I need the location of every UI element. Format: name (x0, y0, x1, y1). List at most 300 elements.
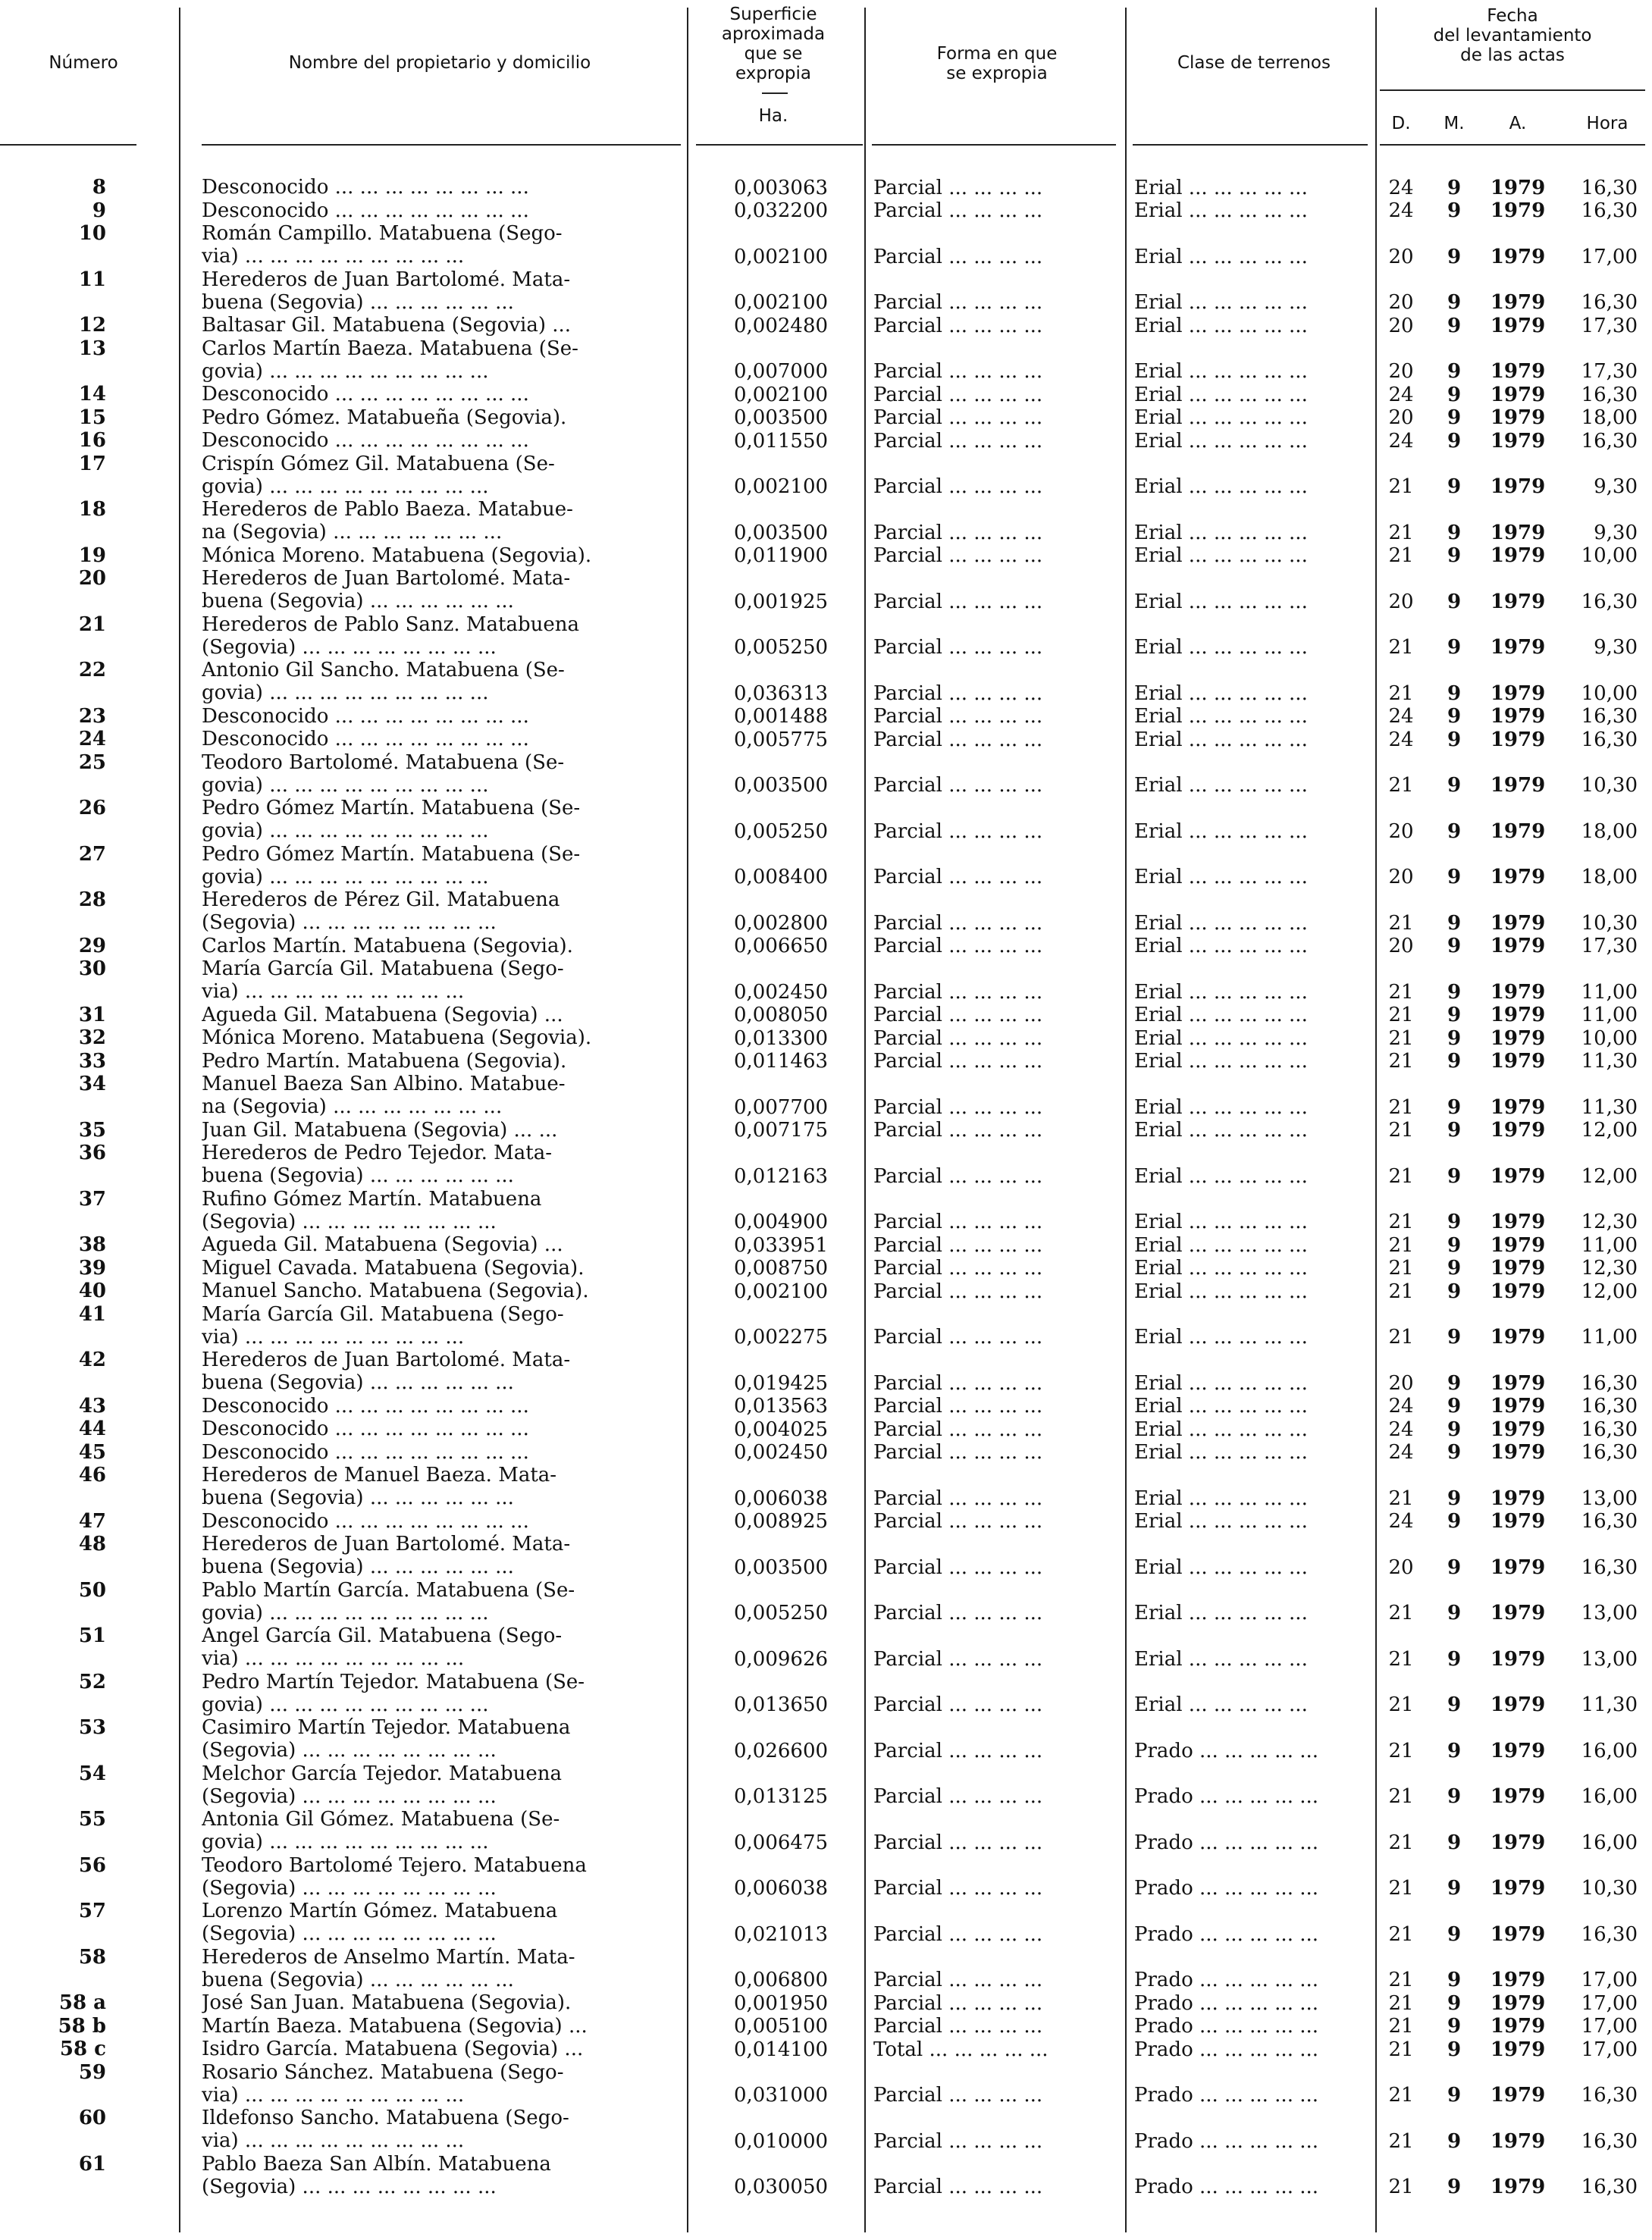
row-number: 58 b (58, 2014, 106, 2038)
date-month: 9 (1447, 176, 1462, 199)
row-number: 14 (78, 383, 106, 406)
owner-name (202, 2061, 679, 2107)
owner-name-line: Mónica Moreno. Matabuena (Segovia). (202, 544, 592, 567)
owner-name (202, 1026, 679, 1049)
date-year: 1979 (1490, 429, 1546, 453)
date-hour: 10,00 (1581, 1026, 1638, 1050)
date-hour: 16,30 (1581, 2084, 1638, 2107)
surface-value: 0,001925 (734, 590, 829, 613)
owner-name-line: (Segovia) ... ... ... ... ... ... ... ... (202, 1922, 497, 1945)
owner-name-line: Miguel Cavada. Matabuena (Segovia). (202, 1256, 585, 1280)
owner-name (202, 1119, 679, 1142)
date-hour: 17,30 (1581, 935, 1638, 957)
land-class: Erial ... ... ... ... ... (1134, 1693, 1308, 1716)
land-class: Erial ... ... ... ... ... (1134, 1555, 1308, 1579)
header-superficie-line: aproximada (721, 24, 826, 44)
date-hour: 16,30 (1581, 176, 1638, 199)
expropriation-form: Parcial ... ... ... ... (873, 291, 1043, 314)
row-number: 46 (78, 1464, 106, 1487)
date-year: 1979 (1490, 1441, 1546, 1464)
owner-name (202, 659, 679, 704)
date-hour: 12,00 (1581, 1164, 1638, 1188)
date-hour: 17,00 (1581, 1991, 1638, 2015)
date-year: 1979 (1490, 314, 1546, 337)
date-day: 21 (1388, 774, 1414, 797)
date-hour: 10,30 (1581, 774, 1638, 797)
row-number: 17 (78, 452, 106, 475)
land-class: Erial ... ... ... ... ... (1134, 1371, 1308, 1395)
date-day: 21 (1388, 1095, 1414, 1119)
header-rule-clase (1133, 144, 1368, 146)
date-hour: 16,30 (1581, 383, 1638, 406)
date-hour: 18,00 (1581, 406, 1638, 429)
date-hour: 17,30 (1581, 360, 1638, 383)
table-row (0, 935, 1652, 958)
surface-value: 0,026600 (734, 1739, 829, 1762)
land-class: Erial ... ... ... ... ... (1134, 1418, 1308, 1441)
row-number: 31 (78, 1003, 106, 1026)
date-year: 1979 (1490, 1257, 1546, 1280)
expropriation-form: Parcial ... ... ... ... (873, 636, 1043, 659)
row-number: 30 (78, 957, 106, 980)
owner-name (202, 2153, 679, 2198)
date-day: 20 (1388, 819, 1414, 843)
date-month: 9 (1447, 681, 1462, 705)
header-col-hora: Hora (1586, 114, 1628, 133)
owner-name (202, 406, 679, 429)
owner-name-line: buena (Segovia) ... ... ... ... ... ... (202, 290, 514, 314)
date-month: 9 (1447, 2038, 1462, 2061)
date-month: 9 (1447, 2015, 1462, 2038)
owner-name-line: Rosario Sánchez. Matabuena (Sego- (202, 2060, 564, 2084)
date-hour: 16,00 (1581, 1831, 1638, 1854)
date-day: 21 (1388, 1602, 1414, 1624)
row-number: 20 (78, 567, 106, 590)
expropriation-form: Parcial ... ... ... ... (873, 521, 1043, 544)
date-hour: 18,00 (1581, 866, 1638, 888)
date-month: 9 (1447, 1441, 1462, 1464)
land-class: Erial ... ... ... ... ... (1134, 1487, 1308, 1510)
owner-name-line: Agueda Gil. Matabuena (Segovia) ... (202, 1003, 563, 1026)
owner-name-line: buena (Segovia) ... ... ... ... ... ... (202, 1371, 514, 1394)
date-hour: 13,00 (1581, 1602, 1638, 1624)
table-row (0, 1762, 1652, 1809)
date-day: 21 (1388, 1991, 1414, 2015)
row-number: 54 (78, 1762, 106, 1785)
land-class: Prado ... ... ... ... ... (1134, 1877, 1319, 1900)
row-number: 38 (78, 1233, 106, 1256)
date-year: 1979 (1490, 1602, 1546, 1624)
date-hour: 9,30 (1594, 475, 1638, 498)
land-class: Erial ... ... ... ... ... (1134, 1026, 1308, 1050)
expropriation-form: Parcial ... ... ... ... (873, 475, 1043, 498)
surface-value: 0,013563 (734, 1395, 829, 1418)
owner-name (202, 1050, 679, 1073)
owner-name-line: via) ... ... ... ... ... ... ... ... ... (202, 980, 465, 1003)
table-row (0, 705, 1652, 728)
date-hour: 16,30 (1581, 728, 1638, 751)
date-year: 1979 (1490, 521, 1546, 544)
expropriation-form: Parcial ... ... ... ... (873, 819, 1043, 843)
table-row (0, 1579, 1652, 1625)
owner-name-line: Román Campillo. Matabuena (Sego- (202, 222, 563, 245)
owner-name (202, 1142, 679, 1187)
owner-name-line: via) ... ... ... ... ... ... ... ... ... (202, 245, 465, 268)
row-number: 9 (92, 199, 106, 222)
land-class: Erial ... ... ... ... ... (1134, 1602, 1308, 1624)
expropriation-form: Parcial ... ... ... ... (873, 1095, 1043, 1119)
land-class: Erial ... ... ... ... ... (1134, 935, 1308, 957)
land-class: Erial ... ... ... ... ... (1134, 1441, 1308, 1464)
owner-name (202, 314, 679, 337)
expropriation-form: Parcial ... ... ... ... (873, 1831, 1043, 1854)
date-day: 21 (1388, 1119, 1414, 1142)
surface-value: 0,007000 (734, 360, 829, 383)
header-superficie-rule (762, 92, 788, 94)
row-number: 15 (78, 406, 106, 429)
date-day: 21 (1388, 1785, 1414, 1808)
owner-name (202, 1533, 679, 1578)
owner-name-line: Rufino Gómez Martín. Matabuena (202, 1187, 542, 1211)
expropriation-form: Parcial ... ... ... ... (873, 1326, 1043, 1349)
date-year: 1979 (1490, 2129, 1546, 2153)
date-day: 21 (1388, 1922, 1414, 1946)
date-day: 21 (1388, 1233, 1414, 1257)
expropriation-form: Parcial ... ... ... ... (873, 176, 1043, 199)
land-class: Erial ... ... ... ... ... (1134, 911, 1308, 935)
surface-value: 0,006038 (734, 1487, 829, 1510)
owner-name-line: buena (Segovia) ... ... ... ... ... ... (202, 1164, 514, 1187)
table-row (0, 1233, 1652, 1257)
header-rule-superficie (696, 144, 863, 146)
owner-name-line: via) ... ... ... ... ... ... ... ... ... (202, 1647, 465, 1670)
owner-name-line: Martín Baeza. Matabuena (Segovia) ... (202, 2014, 588, 2038)
date-year: 1979 (1490, 1969, 1546, 1991)
owner-name-line: Desconocido ... ... ... ... ... ... ... ... (202, 1418, 529, 1440)
row-number: 23 (78, 704, 106, 728)
date-year: 1979 (1490, 728, 1546, 751)
date-month: 9 (1447, 728, 1462, 751)
surface-value: 0,009626 (734, 1647, 829, 1671)
header-fecha-rule (1380, 89, 1645, 91)
expropriation-form: Parcial ... ... ... ... (873, 590, 1043, 613)
row-number: 51 (78, 1624, 106, 1647)
date-month: 9 (1447, 1647, 1462, 1671)
land-class: Prado ... ... ... ... ... (1134, 2129, 1319, 2153)
date-month: 9 (1447, 1991, 1462, 2015)
date-hour: 16,30 (1581, 1555, 1638, 1579)
owner-name-line: na (Segovia) ... ... ... ... ... ... ... (202, 521, 503, 544)
date-year: 1979 (1490, 383, 1546, 406)
date-day: 20 (1388, 866, 1414, 888)
owner-name-line: Pablo Baeza San Albín. Matabuena (202, 2152, 551, 2176)
row-number: 53 (78, 1716, 106, 1739)
land-class: Erial ... ... ... ... ... (1134, 199, 1308, 222)
date-month: 9 (1447, 1395, 1462, 1418)
row-number: 21 (78, 612, 106, 636)
row-number: 29 (78, 934, 106, 957)
land-class: Erial ... ... ... ... ... (1134, 1326, 1308, 1349)
owner-name-line: via) ... ... ... ... ... ... ... ... ... (202, 2129, 465, 2152)
table-row (0, 337, 1652, 384)
land-class: Erial ... ... ... ... ... (1134, 1280, 1308, 1303)
row-number: 24 (78, 728, 106, 750)
owner-name (202, 498, 679, 544)
surface-value: 0,006038 (734, 1877, 829, 1900)
date-year: 1979 (1490, 705, 1546, 728)
date-hour: 16,30 (1581, 1371, 1638, 1395)
owner-name (202, 1257, 679, 1280)
owner-name-line: Manuel Sancho. Matabuena (Segovia). (202, 1280, 589, 1302)
surface-value: 0,012163 (734, 1164, 829, 1188)
expropriation-form: Parcial ... ... ... ... (873, 1233, 1043, 1257)
row-number: 25 (78, 750, 106, 774)
date-month: 9 (1447, 2129, 1462, 2153)
owner-name (202, 1716, 679, 1762)
owner-name-line: José San Juan. Matabuena (Segovia). (202, 1991, 572, 2014)
date-hour: 10,30 (1581, 911, 1638, 935)
owner-name-line: Carlos Martín Baeza. Matabuena (Se- (202, 337, 578, 360)
expropriation-form: Parcial ... ... ... ... (873, 1257, 1043, 1280)
owner-name-line: Herederos de Juan Bartolomé. Mata- (202, 1533, 571, 1555)
row-number: 39 (78, 1256, 106, 1280)
land-class: Prado ... ... ... ... ... (1134, 1739, 1319, 1762)
date-hour: 16,30 (1581, 1395, 1638, 1418)
surface-value: 0,030050 (734, 2176, 829, 2198)
owner-name (202, 1946, 679, 1991)
date-year: 1979 (1490, 1004, 1546, 1026)
owner-name (202, 1762, 679, 1808)
table-row (0, 199, 1652, 223)
owner-name-line: Teodoro Bartolomé Tejero. Matabuena (202, 1853, 587, 1877)
date-year: 1979 (1490, 2015, 1546, 2038)
owner-name (202, 1188, 679, 1233)
date-hour: 16,30 (1581, 1510, 1638, 1533)
surface-value: 0,002100 (734, 1280, 829, 1303)
date-year: 1979 (1490, 590, 1546, 613)
row-number: 60 (78, 2107, 106, 2129)
row-number: 34 (78, 1073, 106, 1095)
date-month: 9 (1447, 1211, 1462, 1233)
surface-value: 0,002100 (734, 383, 829, 406)
row-number: 32 (78, 1026, 106, 1049)
owner-name-line: govia) ... ... ... ... ... ... ... ... ... (202, 359, 489, 383)
table-row (0, 1004, 1652, 1027)
owner-name-line: (Segovia) ... ... ... ... ... ... ... ... (202, 911, 497, 934)
row-number: 35 (78, 1118, 106, 1142)
date-month: 9 (1447, 1371, 1462, 1395)
owner-name-line: Herederos de Juan Bartolomé. Mata- (202, 268, 571, 291)
date-hour: 11,30 (1581, 1050, 1638, 1073)
date-day: 21 (1388, 1280, 1414, 1303)
header-rule-forma (872, 144, 1116, 146)
owner-name-line: Juan Gil. Matabuena (Segovia) ... ... (202, 1118, 558, 1142)
date-hour: 12,00 (1581, 1119, 1638, 1142)
owner-name (202, 1303, 679, 1349)
header-col-m: M. (1444, 114, 1465, 133)
date-hour: 16,30 (1581, 291, 1638, 314)
owner-name (202, 1395, 679, 1418)
date-month: 9 (1447, 819, 1462, 843)
header-fecha (1380, 6, 1645, 65)
date-day: 21 (1388, 1004, 1414, 1026)
date-year: 1979 (1490, 1991, 1546, 2015)
date-year: 1979 (1490, 199, 1546, 222)
header-fecha-line: Fecha (1487, 6, 1538, 26)
date-year: 1979 (1490, 176, 1546, 199)
owner-name-line: Crispín Gómez Gil. Matabuena (Se- (202, 452, 555, 475)
header-numero: Número (49, 53, 118, 73)
date-month: 9 (1447, 199, 1462, 222)
owner-name (202, 1671, 679, 1716)
surface-value: 0,010000 (734, 2129, 829, 2153)
row-number: 13 (78, 337, 106, 360)
land-class: Erial ... ... ... ... ... (1134, 1164, 1308, 1188)
land-class: Prado ... ... ... ... ... (1134, 1831, 1319, 1854)
table-row (0, 1257, 1652, 1280)
row-number: 37 (78, 1187, 106, 1211)
date-day: 21 (1388, 1877, 1414, 1900)
date-month: 9 (1447, 406, 1462, 429)
land-class: Erial ... ... ... ... ... (1134, 590, 1308, 613)
date-day: 21 (1388, 1211, 1414, 1233)
owner-name-line: buena (Segovia) ... ... ... ... ... ... (202, 1555, 514, 1578)
date-day: 21 (1388, 681, 1414, 705)
row-number: 36 (78, 1142, 106, 1164)
owner-name (202, 751, 679, 797)
surface-value: 0,005775 (734, 728, 829, 751)
expropriation-form: Parcial ... ... ... ... (873, 199, 1043, 222)
date-year: 1979 (1490, 1050, 1546, 1073)
date-year: 1979 (1490, 2176, 1546, 2198)
surface-value: 0,008400 (734, 866, 829, 888)
land-class: Erial ... ... ... ... ... (1134, 176, 1308, 199)
header-clase: Clase de terrenos (1177, 53, 1331, 73)
table-row (0, 1854, 1652, 1900)
owner-name (202, 1233, 679, 1256)
expropriation-form: Parcial ... ... ... ... (873, 383, 1043, 406)
surface-value: 0,002450 (734, 1441, 829, 1464)
owner-name-line: Desconocido ... ... ... ... ... ... ... ... (202, 383, 529, 406)
land-class: Erial ... ... ... ... ... (1134, 681, 1308, 705)
owner-name-line: Pedro Gómez Martín. Matabuena (Se- (202, 797, 581, 819)
owner-name-line: Desconocido ... ... ... ... ... ... ... ... (202, 728, 529, 750)
expropriation-form: Total ... ... ... ... ... (873, 2038, 1049, 2061)
owner-name-line: Desconocido ... ... ... ... ... ... ... ... (202, 199, 529, 222)
date-day: 21 (1388, 1164, 1414, 1188)
owner-name-line: Baltasar Gil. Matabuena (Segovia) ... (202, 314, 572, 337)
row-number: 19 (78, 544, 106, 567)
table-row (0, 1464, 1652, 1510)
row-number: 10 (78, 222, 106, 245)
owner-name-line: María García Gil. Matabuena (Sego- (202, 957, 564, 980)
date-hour: 16,30 (1581, 199, 1638, 222)
date-month: 9 (1447, 1095, 1462, 1119)
date-year: 1979 (1490, 980, 1546, 1004)
owner-name-line: via) ... ... ... ... ... ... ... ... ... (202, 1325, 465, 1349)
surface-value: 0,003500 (734, 521, 829, 544)
surface-value: 0,011463 (734, 1050, 829, 1073)
date-hour: 11,00 (1581, 980, 1638, 1004)
date-hour: 16,30 (1581, 590, 1638, 613)
row-number: 52 (78, 1670, 106, 1693)
owner-name-line: Ildefonso Sancho. Matabuena (Sego- (202, 2107, 569, 2129)
date-year: 1979 (1490, 1095, 1546, 1119)
date-day: 21 (1388, 911, 1414, 935)
date-hour: 16,30 (1581, 2176, 1638, 2198)
date-hour: 11,00 (1581, 1233, 1638, 1257)
date-month: 9 (1447, 1257, 1462, 1280)
date-year: 1979 (1490, 1877, 1546, 1900)
table-row (0, 383, 1652, 406)
expropriation-form: Parcial ... ... ... ... (873, 544, 1043, 567)
date-month: 9 (1447, 1739, 1462, 1762)
expropriation-form: Parcial ... ... ... ... (873, 1395, 1043, 1418)
expropriation-form: Parcial ... ... ... ... (873, 866, 1043, 888)
date-day: 21 (1388, 1831, 1414, 1854)
date-month: 9 (1447, 1487, 1462, 1510)
date-hour: 13,00 (1581, 1487, 1638, 1510)
date-hour: 11,30 (1581, 1693, 1638, 1716)
date-year: 1979 (1490, 1326, 1546, 1349)
date-hour: 18,00 (1581, 819, 1638, 843)
expropriation-form: Parcial ... ... ... ... (873, 1164, 1043, 1188)
owner-name-line: Casimiro Martín Tejedor. Matabuena (202, 1716, 571, 1739)
date-month: 9 (1447, 521, 1462, 544)
owner-name-line: Pedro Martín Tejedor. Matabuena (Se- (202, 1670, 585, 1693)
surface-value: 0,002480 (734, 314, 829, 337)
surface-value: 0,036313 (734, 681, 829, 705)
row-number: 45 (78, 1440, 106, 1464)
owner-name (202, 1510, 679, 1533)
surface-value: 0,002100 (734, 245, 829, 268)
date-day: 21 (1388, 1969, 1414, 1991)
land-class: Erial ... ... ... ... ... (1134, 1004, 1308, 1026)
owner-name-line: Mónica Moreno. Matabuena (Segovia). (202, 1026, 592, 1049)
owner-name-line: via) ... ... ... ... ... ... ... ... ... (202, 2083, 465, 2107)
expropriation-form: Parcial ... ... ... ... (873, 1991, 1043, 2015)
date-month: 9 (1447, 935, 1462, 957)
header-fecha-line: de las actas (1460, 45, 1565, 65)
date-day: 24 (1388, 199, 1414, 222)
table-row (0, 1671, 1652, 1717)
date-day: 20 (1388, 245, 1414, 268)
table-row (0, 1510, 1652, 1534)
table-row (0, 1303, 1652, 1349)
date-month: 9 (1447, 1418, 1462, 1441)
land-class: Erial ... ... ... ... ... (1134, 360, 1308, 383)
surface-value: 0,001488 (734, 705, 829, 728)
row-number: 18 (78, 498, 106, 521)
date-day: 21 (1388, 1026, 1414, 1050)
land-class: Erial ... ... ... ... ... (1134, 1211, 1308, 1233)
land-class: Erial ... ... ... ... ... (1134, 1119, 1308, 1142)
date-day: 21 (1388, 2015, 1414, 2038)
table-row (0, 1142, 1652, 1188)
owner-name-line: (Segovia) ... ... ... ... ... ... ... ... (202, 635, 497, 659)
expropriation-form: Parcial ... ... ... ... (873, 1026, 1043, 1050)
date-hour: 17,00 (1581, 1969, 1638, 1991)
owner-name-line: Pablo Martín García. Matabuena (Se- (202, 1578, 575, 1602)
date-year: 1979 (1490, 774, 1546, 797)
owner-name-line: Herederos de Pedro Tejedor. Mata- (202, 1142, 553, 1164)
owner-name (202, 1280, 679, 1302)
owner-name (202, 429, 679, 452)
table-row (0, 1280, 1652, 1303)
owner-name (202, 935, 679, 957)
date-month: 9 (1447, 1164, 1462, 1188)
row-number: 27 (78, 842, 106, 866)
